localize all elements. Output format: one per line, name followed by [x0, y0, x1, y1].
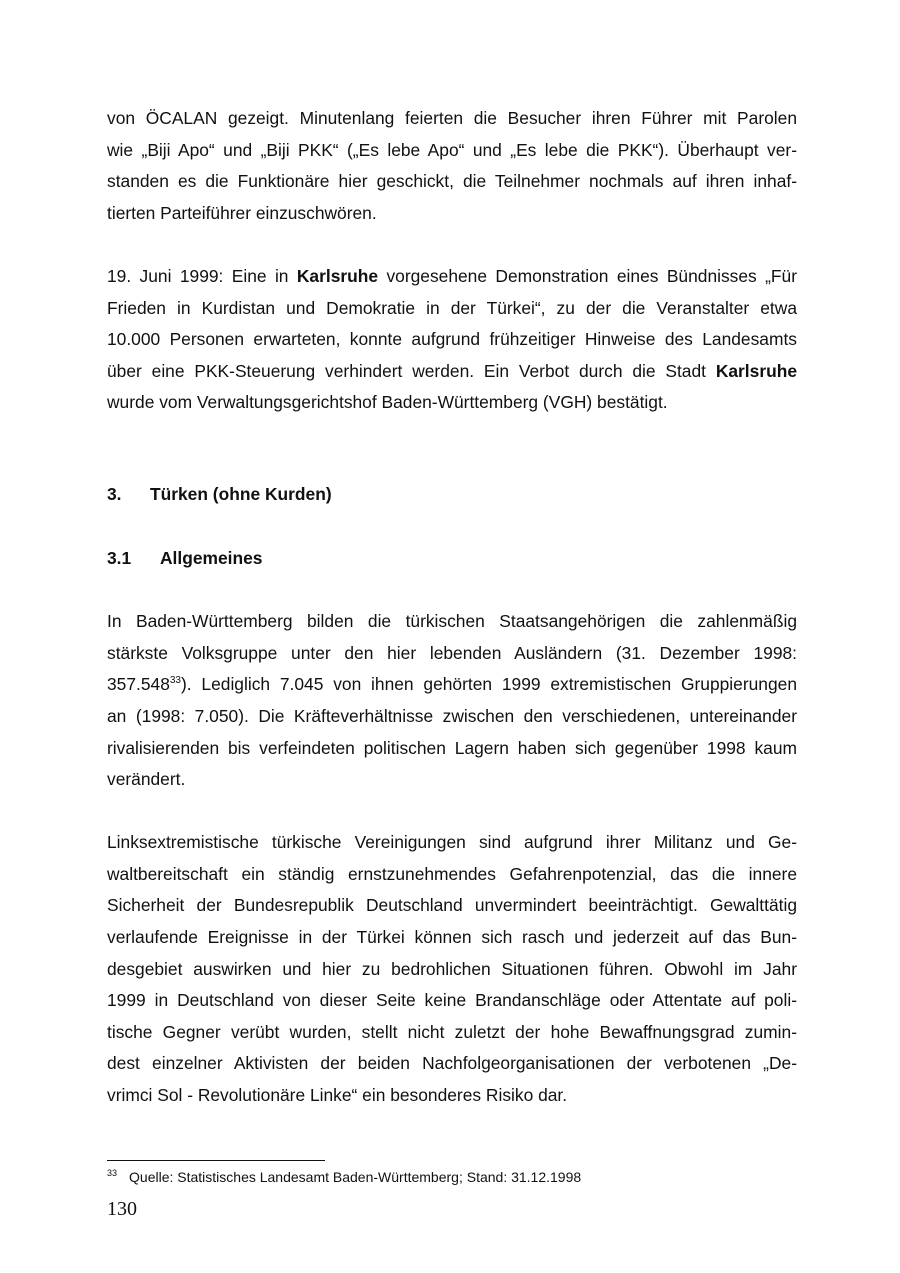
text-run: 357.548: [107, 674, 170, 695]
text-line: verändert.: [107, 769, 186, 790]
paragraph-linksextremismus: [107, 827, 797, 1111]
text-run: vorgesehene Demonstration eines Bündnisses „Für: [378, 265, 797, 286]
footnote-separator: [107, 1160, 325, 1161]
section-heading-3-1: [107, 543, 797, 575]
section-title: Allgemeines: [160, 547, 263, 568]
footnote-number: 33: [107, 1168, 118, 1178]
text-line: standen es die Funktionäre hier geschickt, die Teilnehmer nochmals auf ihren inhaf-: [107, 171, 797, 192]
text-run: ). Lediglich 7.045 von ihnen gehörten 1999 extremistischen Gruppierungen: [181, 674, 797, 695]
place-name-karlsruhe: Karlsruhe: [296, 265, 379, 286]
section-heading-3: [107, 479, 797, 511]
place-name-karlsruhe: Karlsruhe: [715, 360, 797, 381]
paragraph-ocalan: [107, 103, 797, 229]
text-line: wie „Biji Apo“ und „Biji PKK“ („Es lebe Apo“ und „Es lebe die PKK“). Überhaupt ver-: [107, 139, 797, 160]
page-number: 130: [107, 1198, 137, 1220]
text-line: tische Gegner verübt wurden, stellt nicht zuletzt der hohe Bewaffnungsgrad zumin-: [107, 1021, 797, 1042]
page-content: [107, 103, 797, 1112]
text-line: Frieden in Kurdistan und Demokratie in der Türkei“, zu der die Veranstalter etwa: [107, 297, 797, 318]
footnote-reference[interactable]: 33: [169, 675, 181, 687]
text-line: tierten Parteiführer einzuschwören.: [107, 202, 377, 223]
text-line: 1999 in Deutschland von dieser Seite keine Brandanschläge oder Attentate auf poli-: [107, 990, 797, 1011]
text-line: an (1998: 7.050). Die Kräfteverhältnisse zwischen den verschiedenen, untereinander: [107, 705, 797, 726]
text-line: stärkste Volksgruppe unter den hier lebenden Ausländern (31. Dezember 1998:: [107, 642, 797, 663]
text-line: desgebiet auswirken und hier zu bedrohlichen Situationen führen. Obwohl im Jahr: [107, 958, 797, 979]
section-number: 3.: [107, 483, 122, 504]
text-line: Sicherheit der Bundesrepublik Deutschland unvermindert beeinträchtigt. Gewalttätig: [107, 895, 797, 916]
paragraph-karlsruhe: [107, 261, 797, 419]
text-run: über eine PKK-Steuerung verhindert werden. Ein Verbot durch die Stadt: [107, 360, 716, 381]
text-line: [107, 669, 797, 701]
text-line: [107, 261, 797, 293]
text-line: In Baden-Württemberg bilden die türkischen Staatsangehörigen die zahlenmäßig: [107, 611, 797, 632]
text-line: 10.000 Personen erwarteten, konnte aufgrund frühzeitiger Hinweise des Landesamts: [107, 329, 797, 350]
text-line: [107, 356, 797, 388]
footnote: [107, 1167, 581, 1187]
text-line: Linksextremistische türkische Vereinigungen sind aufgrund ihrer Militanz und Ge-: [107, 832, 797, 853]
text-run: 19. Juni 1999: Eine in: [107, 265, 297, 286]
section-number: 3.1: [107, 547, 132, 568]
text-line: rivalisierenden bis verfeindeten politischen Lagern haben sich gegenüber 1998 kaum: [107, 737, 797, 758]
text-line: verlaufende Ereignisse in der Türkei können sich rasch und jederzeit auf das Bun-: [107, 927, 797, 948]
text-line: dest einzelner Aktivisten der beiden Nachfolgeorganisationen der verbotenen „De-: [107, 1053, 797, 1074]
section-title: Türken (ohne Kurden): [150, 483, 332, 504]
footnote-text: Quelle: Statistisches Landesamt Baden-Württemberg; Stand: 31.12.1998: [129, 1169, 582, 1185]
text-line: vrimci Sol - Revolutionäre Linke“ ein besonderes Risiko dar.: [107, 1085, 568, 1106]
paragraph-allgemeines: [107, 606, 797, 796]
text-line: von ÖCALAN gezeigt. Minutenlang feierten die Besucher ihren Führer mit Parolen: [107, 108, 797, 128]
text-line: waltbereitschaft ein ständig ernstzunehmendes Gefahrenpotenzial, das die innere: [107, 863, 797, 884]
text-line: wurde vom Verwaltungsgerichtshof Baden-Württemberg (VGH) bestätigt.: [107, 392, 668, 413]
